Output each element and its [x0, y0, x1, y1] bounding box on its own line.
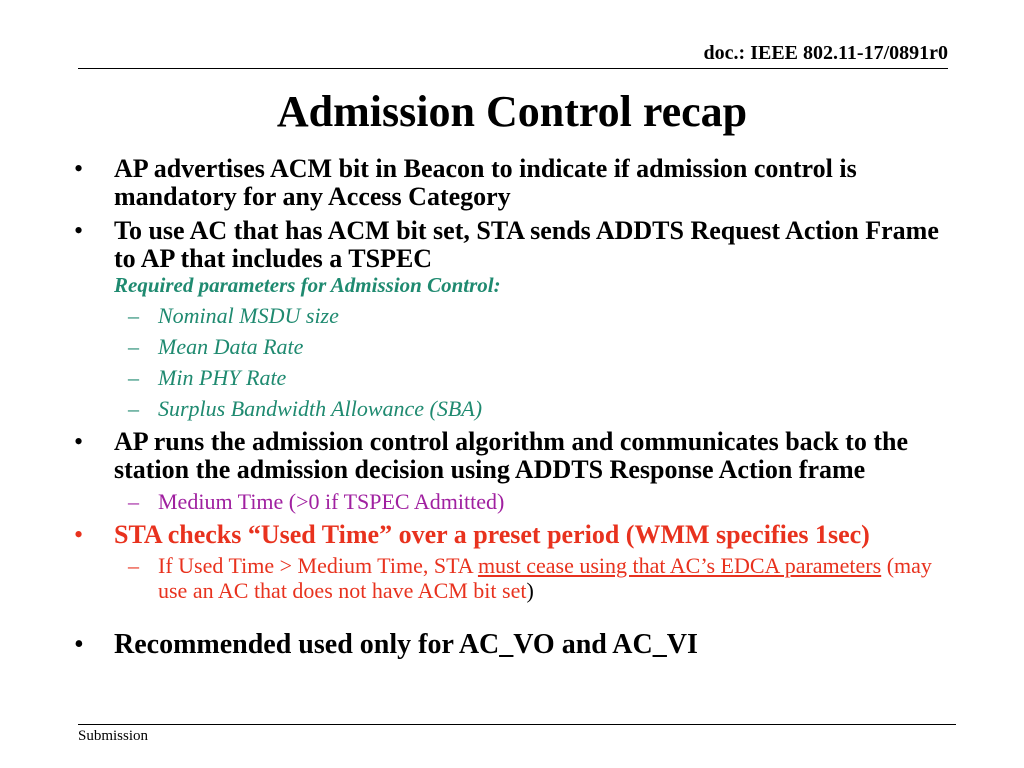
subitem-text: Mean Data Rate	[158, 334, 304, 359]
subitem-text-part1: If Used Time > Medium Time, STA	[158, 552, 478, 578]
bullet-1-text: AP advertises ACM bit in Beacon to indicate if admission control is mandatory for any Access Category	[114, 154, 857, 211]
footer-label: Submission	[78, 728, 149, 744]
subitem-text-underlined: must cease using that AC’s EDCA parameters	[477, 552, 882, 578]
subitem-text-part3: (may use an AC that does not have ACM bit set	[158, 552, 932, 603]
bullet-5-text: Recommended used only for AC_VO and AC_VI	[114, 628, 698, 660]
slide-content	[74, 155, 944, 661]
dash-icon: –	[128, 303, 139, 328]
dash-icon: –	[128, 334, 139, 359]
bullet-1	[74, 155, 944, 210]
slide-title: Admission Control recap	[276, 87, 748, 136]
doc-id: doc.: IEEE 802.11-17/0891r0	[703, 42, 948, 64]
bullet-3	[74, 428, 944, 483]
bullet-3-text: AP runs the admission control algorithm and communicates back to the station the admission decision using ADDTS Response Action frame	[114, 427, 908, 484]
bullet-5	[74, 629, 944, 661]
subitem-min-phy-rate	[74, 365, 944, 391]
subitem-text: Min PHY Rate	[158, 365, 287, 390]
subitem-text: Surplus Bandwidth Allowance (SBA)	[158, 396, 483, 421]
dash-icon: –	[128, 396, 139, 421]
bullet-icon: •	[74, 216, 84, 245]
dash-icon: –	[128, 489, 139, 514]
bullet-2	[74, 217, 944, 272]
footer-rule	[78, 724, 956, 725]
bullet-4	[74, 521, 944, 549]
dash-icon: –	[128, 552, 139, 578]
subitem-text-part4: )	[526, 577, 534, 603]
header-rule	[78, 68, 948, 69]
bullet-2-note: Required parameters for Admission Control:	[114, 273, 501, 297]
subitem-nominal-msdu	[74, 303, 944, 329]
subitem-text: Medium Time (>0 if TSPEC Admitted)	[158, 489, 505, 514]
bullet-2-text: To use AC that has ACM bit set, STA sends ADDTS Request Action Frame to AP that includes a TSPEC	[114, 216, 939, 273]
bullet-4-text: STA checks “Used Time” over a preset period (WMM specifies 1sec)	[114, 520, 870, 549]
dash-icon: –	[128, 365, 139, 390]
subitem-sba	[74, 396, 944, 422]
subitem-medium-time	[74, 489, 944, 515]
bullet-icon: •	[74, 628, 84, 660]
bullet-icon: •	[74, 520, 84, 549]
subitem-mean-data-rate	[74, 334, 944, 360]
subitem-text: Nominal MSDU size	[158, 303, 339, 328]
bullet-icon: •	[74, 427, 84, 456]
bullet-icon: •	[74, 154, 84, 183]
subitem-used-time	[74, 553, 944, 603]
